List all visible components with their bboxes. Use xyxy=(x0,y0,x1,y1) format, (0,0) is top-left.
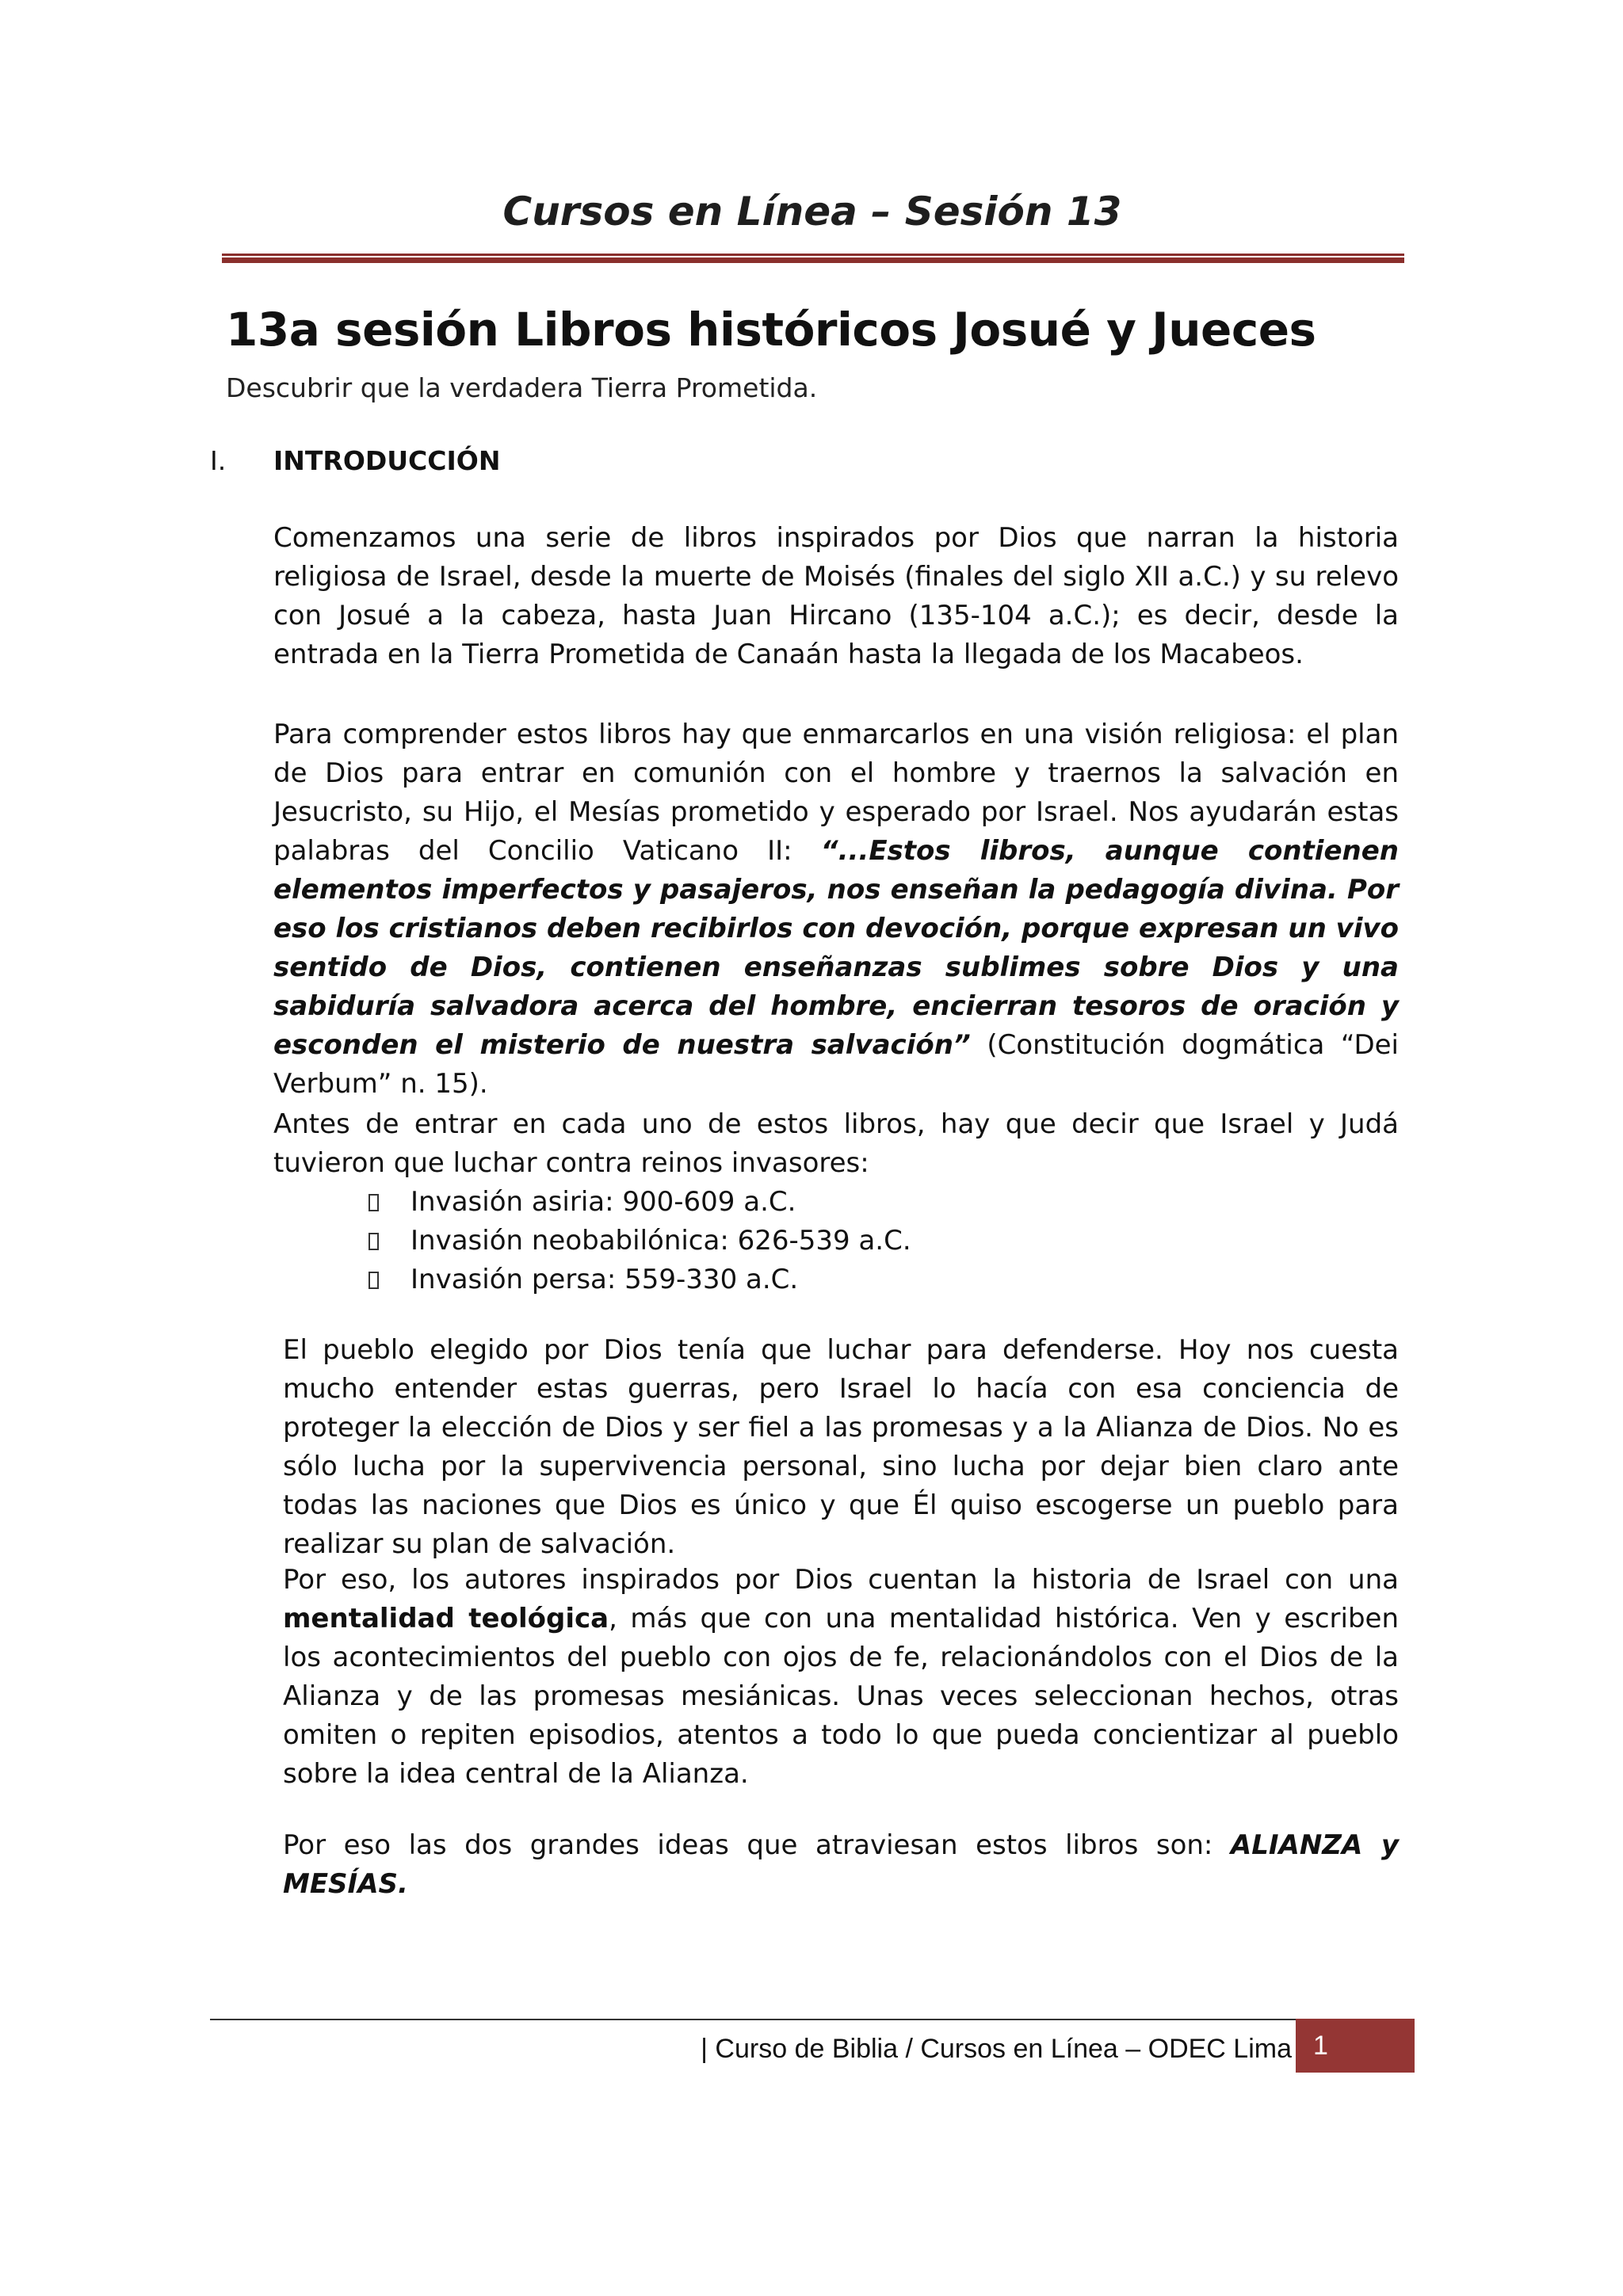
list-item: Invasión asiria: 900-609 a.C. xyxy=(369,1183,911,1222)
paragraph-chosen-people: El pueblo elegido por Dios tenía que luchar para defenderse. Hoy nos cuesta mucho entender estas guerras, pero Israel lo hacía con esa conciencia de proteger la elección de Dios y ser fiel a las promesas y a la Alianza de Dios. No es sólo lucha por la supervivencia personal, sino lucha por dejar bien claro ante todas las naciones que Dios es único y que Él quiso escogerse un pueblo para realizar su plan de salvación. xyxy=(283,1334,1399,1560)
invasions-list xyxy=(369,1183,911,1299)
paragraph-invasions-intro: Antes de entrar en cada uno de estos libros, hay que decir que Israel y Judá tuvieron que luchar contra reinos invasores: xyxy=(273,1108,1399,1179)
session-title: 13a sesión Libros históricos Josué y Jueces xyxy=(226,303,1316,357)
bullet-icon xyxy=(369,1272,379,1289)
section-number: I. xyxy=(210,445,227,476)
header-divider xyxy=(222,254,1404,263)
list-item: Invasión neobabilónica: 626-539 a.C. xyxy=(369,1222,911,1261)
section-heading xyxy=(210,445,500,476)
emphasis-alliance-messiah: ALIANZA y MESÍAS. xyxy=(283,1829,1399,1900)
footer-text: | Curso de Biblia / Cursos en Línea – ODEC Lima xyxy=(701,2034,1292,2064)
paragraph-main-ideas: Por eso las dos grandes ideas que atraviesan estos libros son: ALIANZA y MESÍAS. xyxy=(283,1829,1399,1900)
vatican-quote: “...Estos libros, aunque contienen elementos imperfectos y pasajeros, nos enseñan la pedagogía divina. Por eso los cristianos deben recibirlos con devoción, porque expresan un vivo sentido de Dios, contienen enseñanzas sublimes sobre Dios y una sabiduría salvadora acerca del hombre, encierran tesoros de oración y esconden el misterio de nuestra salvación” xyxy=(273,835,1399,1061)
emphasis-theological: mentalidad teológica xyxy=(283,1603,609,1634)
section-label: INTRODUCCIÓN xyxy=(273,445,501,476)
session-subtitle: Descubrir que la verdadera Tierra Prometida. xyxy=(226,372,818,403)
page-number: 1 xyxy=(1296,2019,1415,2073)
paragraph-vatican-quote xyxy=(273,715,1399,1104)
paragraph-intro: Comenzamos una serie de libros inspirados por Dios que narran la historia religiosa de Israel, desde la muerte de Moisés (finales del siglo XII a.C.) y su relevo con Josué a la cabeza, hasta Juan Hircano (135-104 a.C.); es decir, desde la entrada en la Tierra Prometida de Canaán hasta la llegada de los Macabeos. xyxy=(273,522,1399,670)
paragraph-theological-mentality: Por eso, los autores inspirados por Dios cuentan la historia de Israel con una mentalidad teológica, más que con una mentalidad histórica. Ven y escriben los acontecimientos del pueblo con ojos de fe, relacionándolos con el Dios de la Alianza y de las promesas mesiánicas. Unas veces seleccionan hechos, otras omiten o repiten episodios, atentos a todo lo que pueda concientizar al pueblo sobre la idea central de la Alianza. xyxy=(283,1564,1399,1790)
page-header-title: Cursos en Línea – Sesión 13 xyxy=(502,189,1122,235)
paragraph-text: Para comprender estos libros hay que enmarcarlos en una visión religiosa: el plan de Dios para entrar en comunión con el hombre y traernos la salvación en Jesucristo, su Hijo, el Mesías prometido y esperado por Israel. Nos ayudarán estas palabras del Concilio Vaticano II: xyxy=(273,719,1399,867)
bullet-icon xyxy=(369,1194,379,1211)
list-item: Invasión persa: 559-330 a.C. xyxy=(369,1261,911,1299)
footer-divider xyxy=(210,2019,1415,2020)
quote-source: (Constitución dogmática “Dei Verbum” n. 15). xyxy=(273,1029,1399,1100)
bullet-icon xyxy=(369,1233,379,1250)
